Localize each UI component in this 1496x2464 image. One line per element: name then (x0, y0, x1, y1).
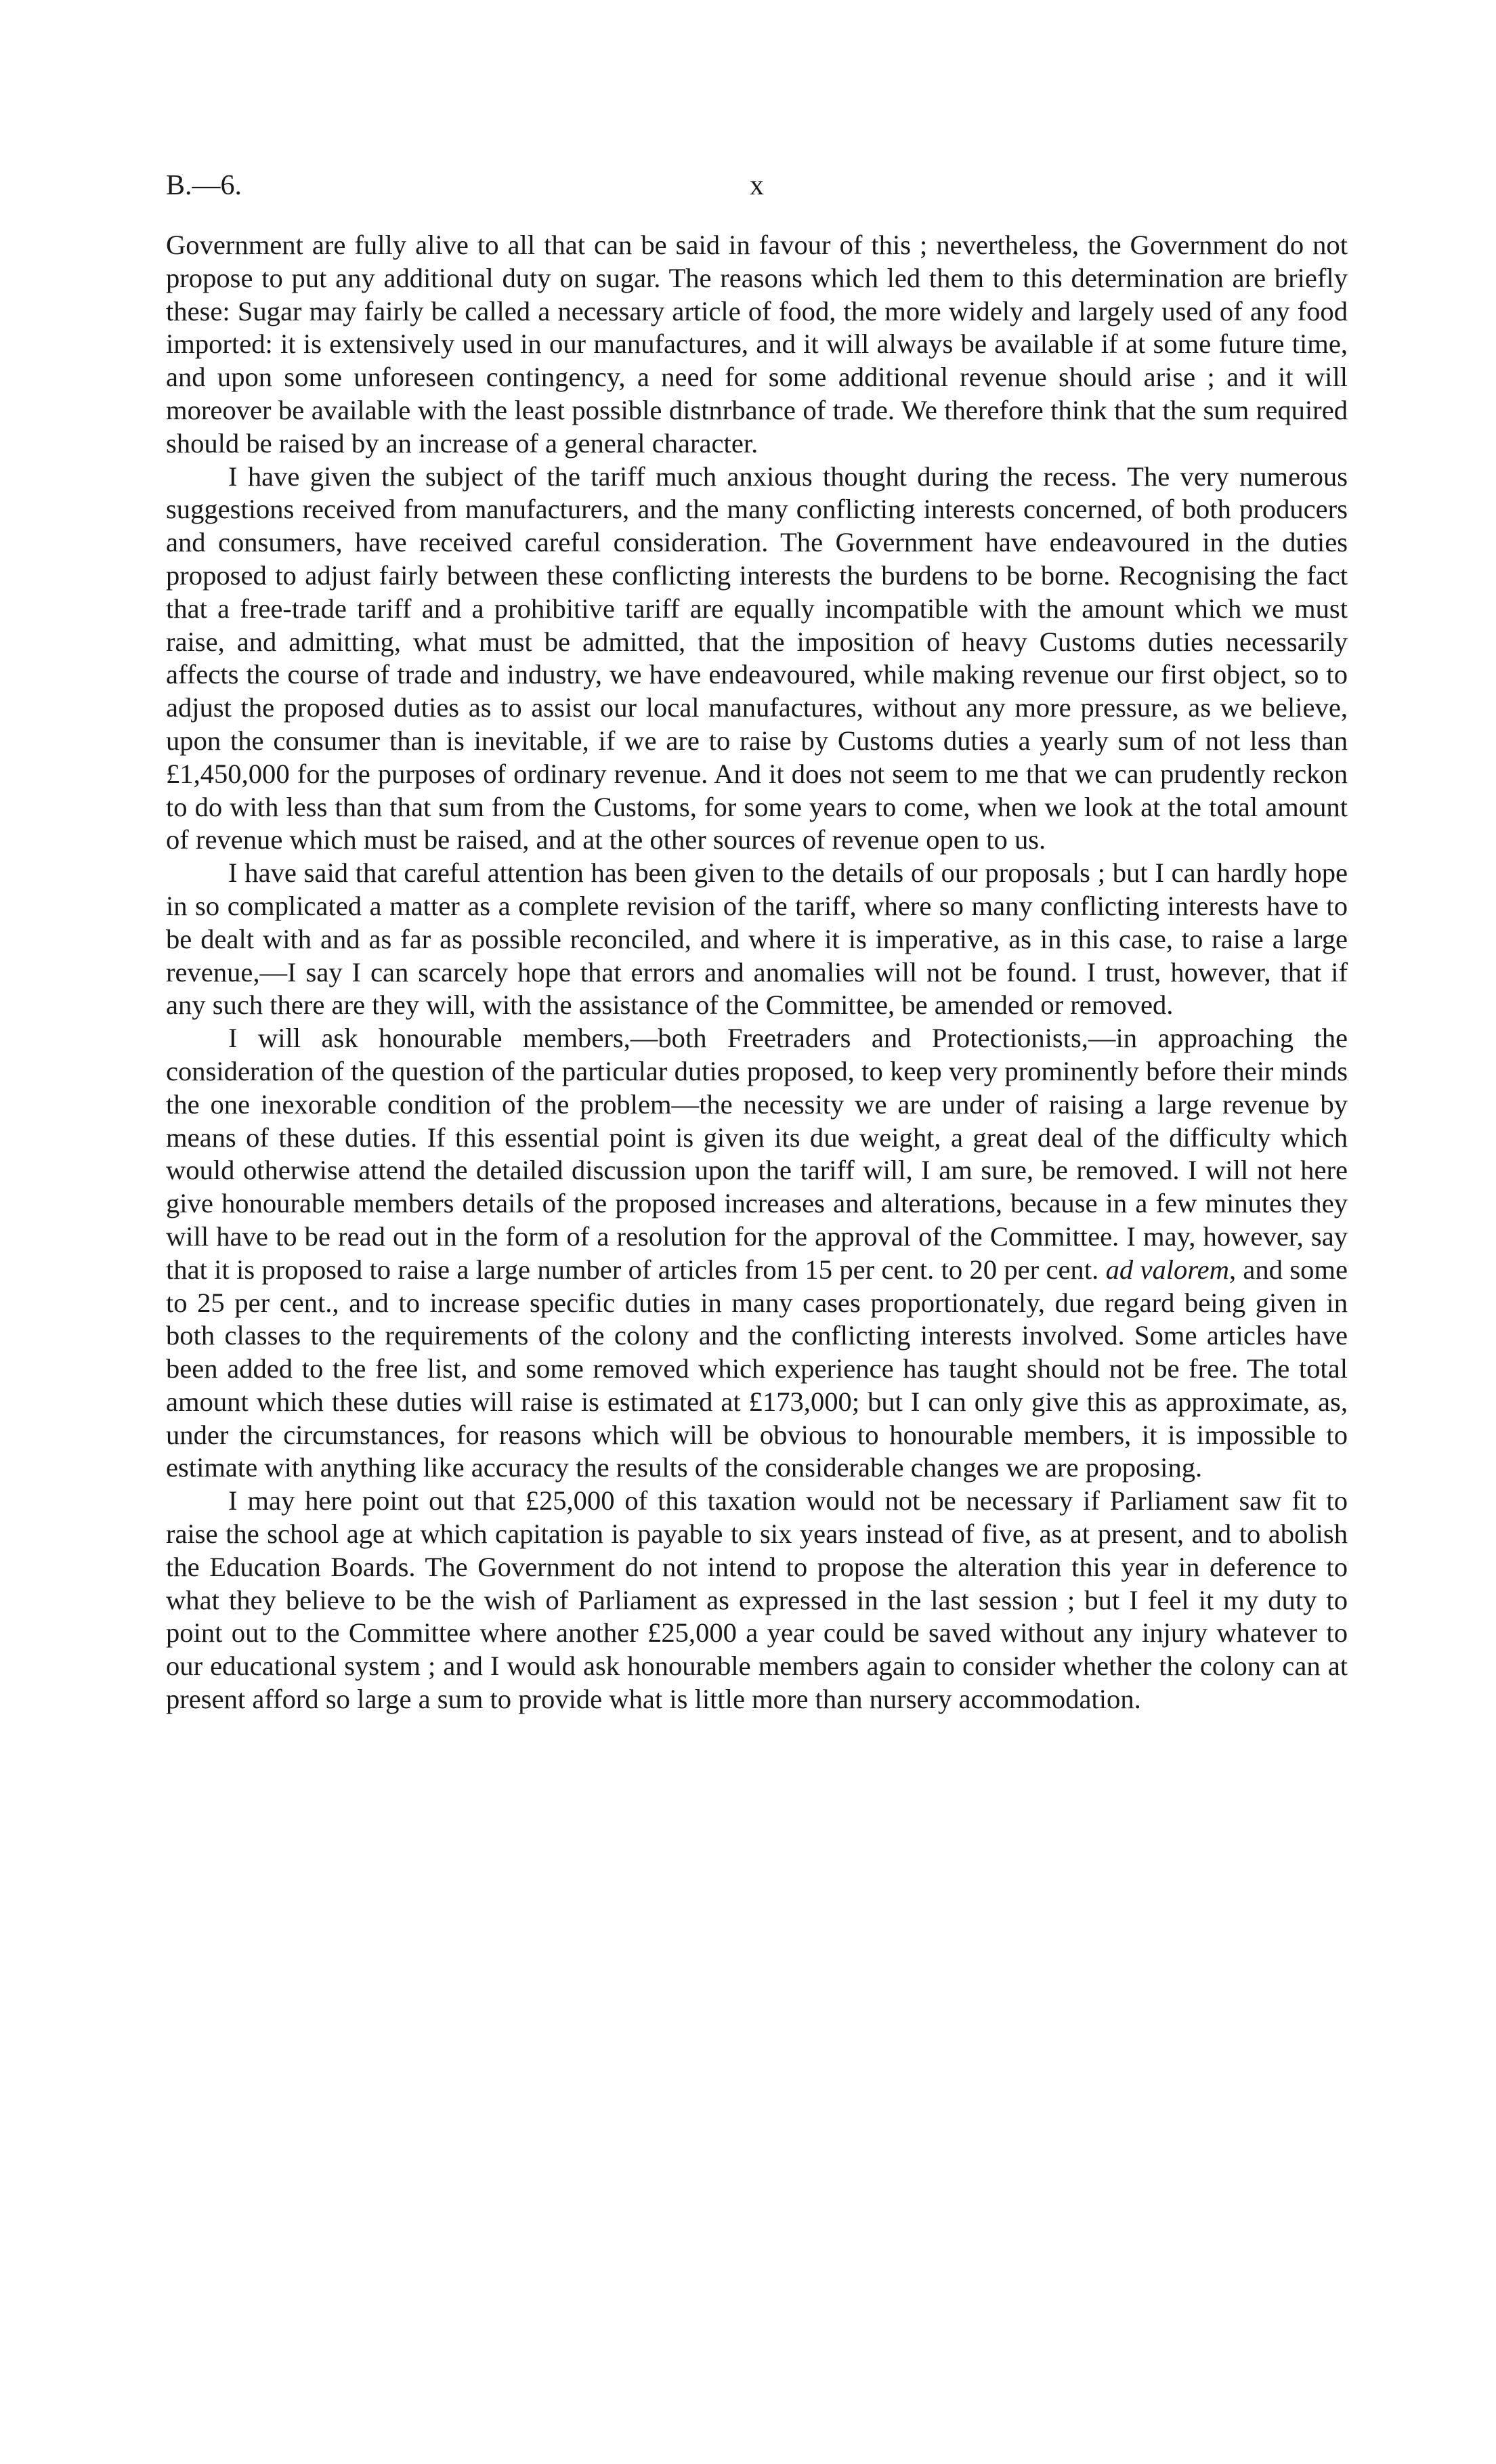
paragraph-5: I may here point out that £25,000 of this taxation would not be necessary if Parliament saw fit to raise the school age at which capitation is payable to six years instead of five, as at present, and to abolish the Education Boards. The Government do not intend to propose the alteration this year in deference to what they believe to be the wish of Parliament as expressed in the last session ; but I feel it my duty to point out to the Committee where another £25,000 a year could be saved without any injury whatever to our educational system ; and I would ask honourable members again to consider whether the colony can at present afford so large a sum to provide what is little more than nursery accommodation. (166, 1485, 1348, 1715)
body-text (166, 229, 1348, 1716)
page-header (166, 169, 1348, 210)
paragraph-2: I have given the subject of the tariff much anxious thought during the recess. The very numerous suggestions received from manufacturers, and the many conflicting interests concerned, of both producers and consumers, have received careful consideration. The Government have endeavoured in the duties proposed to adjust fairly between these conflicting interests the burdens to be borne. Recognising the fact that a free-trade tariff and a prohibitive tariff are equally incompatible with the amount which we must raise, and admitting, what must be admitted, that the imposition of heavy Customs duties necessarily affects the course of trade and industry, we have endeavoured, while making revenue our first object, so to adjust the proposed duties as to assist our local manufactures, without any more pressure, as we believe, upon the consumer than is inevitable, if we are to raise by Customs duties a yearly sum of not less than £1,450,000 for the purposes of ordinary revenue. And it does not seem to me that we can prudently reckon to do with less than that sum from the Customs, for some years to come, when we look at the total amount of revenue which must be raised, and at the other sources of revenue open to us. (166, 461, 1348, 855)
paragraph-3: I have said that careful attention has been given to the details of our proposals ; but I can hardly hope in so complicated a matter as a complete revision of the tariff, where so many conflicting interests have to be dealt with and as far as possible reconciled, and where it is imperative, as in this case, to raise a large revenue,—I say I can scarcely hope that errors and anomalies will not be found. I trust, however, that if any such there are they will, with the assistance of the Committee, be amended or removed. (166, 857, 1348, 1021)
paragraph-4-italic-phrase: ad valorem (1105, 1254, 1229, 1285)
page-number: x (750, 170, 764, 201)
paragraph-4-text-before: I will ask honourable members,—both Freetraders and Protectionists,—in approaching the consideration of the question of the particular duties proposed, to keep very prominently before their minds the one inexorable condition of the problem—the necessity we are under of raising a large revenue by means of these duties. If this essential point is given its due weight, a great deal of the difficulty which would otherwise attend the detailed discussion upon the tariff will, I am sure, be removed. I will not here give honourable members details of the proposed increases and alterations, because in a few minutes they will have to be read out in the form of a resolution for the approval of the Committee. I may, however, say that it is proposed to raise a large number of articles from 15 per cent. to 20 per cent. (166, 1023, 1348, 1285)
document-reference: B.—6. (166, 170, 242, 201)
paragraph-4 (166, 1022, 1348, 1485)
paragraph-4-text-after: , and some to 25 per cent., and to increase specific duties in many cases proportionately, due regard being given in both classes to the requirements of the colony and the conflicting interests involved. Some articles have been added to the free list, and some removed which experience has taught should not be free. The total amount which these duties will raise is estimated at £173,000; but I can only give this as approximate, as, under the circumstances, for reasons which will be obvious to honourable members, it is impossible to estimate with anything like accuracy the results of the considerable changes we are proposing. (166, 1254, 1348, 1483)
paragraph-1: Government are fully alive to all that can be said in favour of this ; nevertheless, the Government do not propose to put any additional duty on sugar. The reasons which led them to this determination are briefly these: Sugar may fairly be called a necessary article of food, the more widely and largely used of any food imported: it is extensively used in our manufactures, and it will always be available if at some future time, and upon some unforeseen contingency, a need for some additional revenue should arise ; and it will moreover be available with the least possible distnrbance of trade. We therefore think that the sum required should be raised by an increase of a general character. (166, 230, 1348, 459)
